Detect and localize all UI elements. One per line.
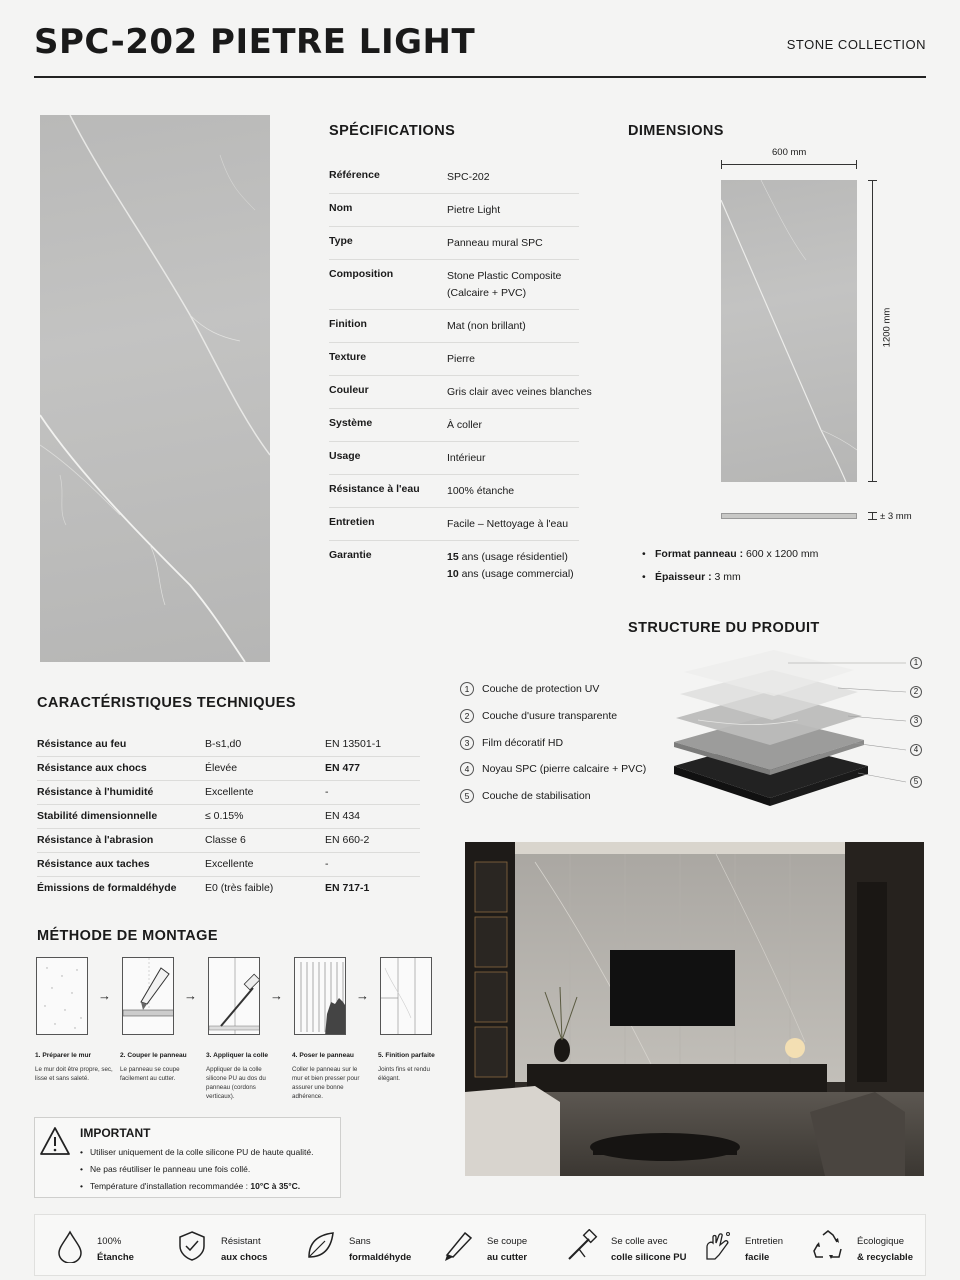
step-title: 1. Préparer le mur — [35, 1052, 92, 1059]
step-place-panel-illustration — [294, 957, 346, 1035]
tech-row: Résistance à l'abrasion Classe 6 EN 660-2 — [37, 829, 420, 853]
important-item: • Ne pas réutiliser le panneau une fois collé. — [90, 1164, 250, 1174]
collection-label: STONE COLLECTION — [786, 37, 926, 52]
step-title: 5. Finition parfaite — [378, 1052, 435, 1059]
arrow-right-icon: → — [184, 988, 197, 1003]
spec-row: Type Panneau mural SPC — [329, 235, 579, 260]
tech-heading: CARACTÉRISTIQUES TECHNIQUES — [37, 695, 296, 711]
height-label: 1200 mm — [881, 307, 893, 348]
step-title: 4. Poser le panneau — [292, 1052, 354, 1059]
layer-stack-illustration — [668, 648, 908, 828]
thickness-label: ± 3 mm — [880, 511, 912, 522]
step-prepare-wall-illustration — [36, 957, 88, 1035]
spec-row: Composition Stone Plastic Composite (Calcaire + PVC) — [329, 268, 579, 310]
important-item: • Utiliser uniquement de la colle silicone PU de haute qualité. — [90, 1147, 314, 1157]
tech-row: Résistance à l'humidité Excellente - — [37, 781, 420, 805]
step-description: Appliquer de la colle silicone PU au dos du panneau (cordons verticaux). — [206, 1066, 266, 1100]
spec-row: Système À coller — [329, 417, 579, 442]
structure-heading: STRUCTURE DU PRODUIT — [628, 620, 820, 636]
spec-row-warranty: Garantie 15 ans (usage résidentiel) 10 ans (usage commercial) — [329, 549, 574, 580]
tech-row: Résistance aux taches Excellente - — [37, 853, 420, 877]
features-bar: 100% Étanche Résistant aux chocs Sans formaldéhyde Se coupe au cutter Se colle avec colle silicone PU Entretien facile Écologique & recyclable — [34, 1214, 926, 1276]
step-cut-panel-illustration — [122, 957, 174, 1035]
step-description: Joints fins et rendu élégant. — [378, 1066, 430, 1082]
water-drop-icon — [53, 1229, 87, 1263]
warning-triangle-icon — [39, 1126, 71, 1156]
spec-row: Nom Pietre Light — [329, 202, 579, 227]
panel-sample-image — [40, 115, 270, 662]
width-dimension-line — [721, 164, 857, 165]
dimension-panel-image — [721, 180, 857, 482]
header-divider — [34, 76, 926, 78]
spec-row: Référence SPC-202 — [329, 169, 579, 194]
spec-row: Texture Pierre — [329, 351, 579, 376]
spec-row: Entretien Facile – Nettoyage à l'eau — [329, 516, 579, 541]
shield-check-icon — [175, 1229, 209, 1263]
arrow-right-icon: → — [270, 988, 283, 1003]
step-description: Coller le panneau sur le mur et bien presser pour assurer une bonne adhérence. — [292, 1066, 360, 1100]
layer-callout: 4 — [910, 744, 922, 756]
specs-heading: SPÉCIFICATIONS — [329, 123, 456, 139]
montage-heading: MÉTHODE DE MONTAGE — [37, 928, 218, 944]
spec-row: Finition Mat (non brillant) — [329, 318, 579, 343]
tech-row: Résistance au feu B-s1,d0 EN 13501-1 — [37, 733, 420, 757]
tech-row: Émissions de formaldéhyde E0 (très faible) EN 717-1 — [37, 882, 370, 894]
step-description: Le mur doit être propre, sec, lisse et sans saleté. — [35, 1066, 113, 1082]
step-title: 3. Appliquer la colle — [206, 1052, 269, 1059]
recycle-icon — [811, 1229, 845, 1263]
important-item-temperature: • Température d'installation recommandée : 10°C à 35°C. — [90, 1181, 300, 1191]
step-title: 2. Couper le panneau — [120, 1052, 187, 1059]
spec-row: Couleur Gris clair avec veines blanches — [329, 384, 579, 409]
dimensions-heading: DIMENSIONS — [628, 123, 724, 139]
arrow-right-icon: → — [98, 988, 111, 1003]
step-finish-illustration — [380, 957, 432, 1035]
important-title: IMPORTANT — [80, 1126, 151, 1140]
spec-row: Usage Intérieur — [329, 450, 579, 475]
glue-gun-icon — [565, 1229, 599, 1263]
step-apply-glue-illustration — [208, 957, 260, 1035]
height-dimension-line — [872, 180, 873, 482]
width-label: 600 mm — [772, 147, 807, 158]
step-description: Le panneau se coupe facilement au cutter. — [120, 1066, 180, 1082]
cutter-icon — [441, 1229, 475, 1263]
layer-callout: 5 — [910, 776, 922, 788]
thickness-bar — [721, 513, 857, 519]
page-title: SPC-202 PIETRE LIGHT — [34, 22, 476, 62]
interior-room-photo — [465, 842, 924, 1176]
layer-callout: 1 — [910, 657, 922, 669]
layer-callout: 2 — [910, 686, 922, 698]
important-notice — [34, 1117, 341, 1198]
tech-row: Stabilité dimensionnelle ≤ 0.15% EN 434 — [37, 805, 420, 829]
cleaning-hands-icon — [701, 1229, 735, 1263]
leaf-icon — [303, 1229, 337, 1263]
tech-row: Résistance aux chocs Élevée EN 477 — [37, 757, 420, 781]
spec-row: Résistance à l'eau 100% étanche — [329, 483, 579, 508]
arrow-right-icon: → — [356, 988, 369, 1003]
layer-callout: 3 — [910, 715, 922, 727]
